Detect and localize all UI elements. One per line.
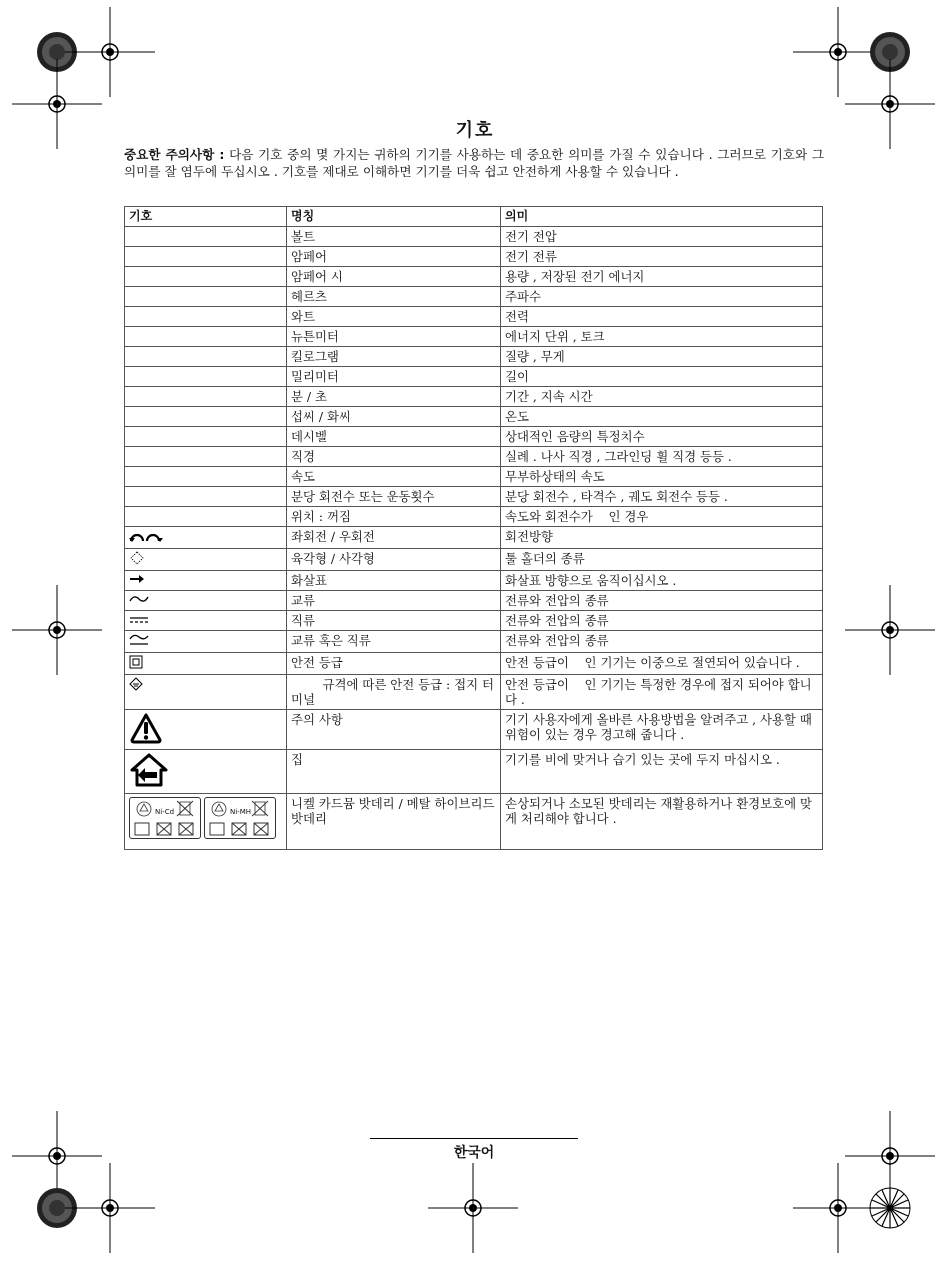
table-row — [125, 591, 823, 611]
meaning-cell: 전기 전압 — [501, 227, 823, 247]
table-header-row — [125, 207, 823, 227]
meaning-cell: 에너지 단위 , 토크 — [501, 327, 823, 347]
table-row — [125, 571, 823, 591]
header-meaning: 의미 — [501, 207, 823, 227]
name-cell: 교류 혹은 직류 — [287, 631, 501, 653]
table-row — [125, 549, 823, 571]
meaning-cell: 툴 홀더의 종류 — [501, 549, 823, 571]
battery-recycle-icon — [204, 797, 276, 839]
symbol-cell — [125, 467, 287, 487]
crosshair-icon — [845, 585, 935, 675]
meaning-cell: 회전방향 — [501, 527, 823, 549]
table-row — [125, 653, 823, 675]
name-cell: 킬로그램 — [287, 347, 501, 367]
symbol-table — [124, 206, 823, 850]
crosshair-icon — [845, 1111, 935, 1201]
name-cell: 분당 회전수 또는 운동횟수 — [287, 487, 501, 507]
meaning-cell: 온도 — [501, 407, 823, 427]
table-row — [125, 347, 823, 367]
meaning-cell: 무부하상태의 속도 — [501, 467, 823, 487]
table-row — [125, 507, 823, 527]
name-cell: 볼트 — [287, 227, 501, 247]
name-cell: 주의 사항 — [287, 710, 501, 750]
table-row — [125, 407, 823, 427]
class2-icon — [129, 657, 143, 672]
battery-type-label: Ni-MH — [230, 808, 252, 816]
symbol-cell — [125, 507, 287, 527]
meaning-cell: 전류와 전압의 종류 — [501, 631, 823, 653]
symbol-cell — [125, 307, 287, 327]
meaning-cell: 실례 . 나사 직경 , 그라인딩 휠 직경 등등 . — [501, 447, 823, 467]
crosshair-icon — [12, 1111, 102, 1201]
arrow-icon — [129, 573, 145, 588]
meaning-cell: 용량 , 저장된 전기 에너지 — [501, 267, 823, 287]
table-row — [125, 307, 823, 327]
intro-text: 다음 기호 중의 몇 가지는 귀하의 기기를 사용하는 데 중요한 의미를 가질 수 있습니다 . 그러므로 기호와 그 의미를 잘 염두에 두십시오 . 기호를 제대로 이해하면 기기를 더욱 쉽고 안전하게 사용할 수 있습니다 . — [124, 147, 825, 179]
battery-recycle-icon — [129, 797, 201, 839]
name-cell: 규격에 따른 안전 등급 : 접지 터미널 — [287, 675, 501, 710]
name-cell: 뉴튼미터 — [287, 327, 501, 347]
symbol-cell — [125, 367, 287, 387]
table-row — [125, 447, 823, 467]
name-cell: 암페어 — [287, 247, 501, 267]
meaning-cell: 주파수 — [501, 287, 823, 307]
symbol-cell — [125, 653, 287, 675]
name-cell: 분 / 초 — [287, 387, 501, 407]
symbol-cell — [125, 675, 287, 710]
name-cell: 직류 — [287, 611, 501, 631]
symbol-cell — [125, 487, 287, 507]
table-row — [125, 710, 823, 750]
symbol-cell — [125, 794, 287, 850]
table-row — [125, 267, 823, 287]
name-cell: 와트 — [287, 307, 501, 327]
name-cell: 밀리미터 — [287, 367, 501, 387]
intro-label: 중요한 주의사항 : — [124, 147, 225, 162]
table-row — [125, 427, 823, 447]
symbol-cell — [125, 247, 287, 267]
meaning-cell: 화살표 방향으로 움직이십시오 . — [501, 571, 823, 591]
name-cell: 니켈 카드뮴 밧데리 / 메탈 하이브리드 밧데리 — [287, 794, 501, 850]
table-row — [125, 750, 823, 794]
footer-language: 한국어 — [453, 1145, 495, 1161]
crosshair-icon — [12, 585, 102, 675]
acdc-icon — [129, 635, 149, 650]
symbol-cell — [125, 750, 287, 794]
crosshair-icon — [65, 1163, 155, 1253]
meaning-cell: 안전 등급이 인 기기는 특정한 경우에 접지 되어야 합니다 . — [501, 675, 823, 710]
meaning-cell: 속도와 회전수가 인 경우 — [501, 507, 823, 527]
crosshair-icon — [428, 1163, 518, 1253]
symbol-cell — [125, 447, 287, 467]
table-row — [125, 675, 823, 710]
warning-icon — [129, 732, 163, 747]
meaning-cell: 상대적인 음량의 특정치수 — [501, 427, 823, 447]
table-row — [125, 467, 823, 487]
dc-icon — [129, 613, 149, 628]
symbol-cell — [125, 267, 287, 287]
table-row — [125, 487, 823, 507]
ground-icon — [129, 679, 143, 694]
meaning-cell: 길이 — [501, 367, 823, 387]
battery-type-label: Ni-Cd — [155, 808, 175, 816]
meaning-cell: 기간 , 지속 시간 — [501, 387, 823, 407]
table-row — [125, 387, 823, 407]
house-icon — [129, 776, 169, 791]
symbol-cell — [125, 549, 287, 571]
crosshair-icon — [65, 7, 155, 97]
name-cell: 섭씨 / 화씨 — [287, 407, 501, 427]
meaning-cell: 기기 사용자에게 올바른 사용방법을 알려주고 , 사용할 때 위험이 있는 경우 경고해 줍니다 . — [501, 710, 823, 750]
meaning-cell: 전류와 전압의 종류 — [501, 611, 823, 631]
table-row — [125, 631, 823, 653]
name-cell: 헤르츠 — [287, 287, 501, 307]
symbol-cell — [125, 227, 287, 247]
header-symbol: 기호 — [125, 207, 287, 227]
table-row — [125, 794, 823, 850]
table-row — [125, 227, 823, 247]
symbol-cell — [125, 327, 287, 347]
name-cell: 데시벨 — [287, 427, 501, 447]
hex-square-icon — [129, 553, 145, 568]
symbol-cell — [125, 631, 287, 653]
name-cell: 속도 — [287, 467, 501, 487]
name-cell: 좌회전 / 우회전 — [287, 527, 501, 549]
symbol-cell — [125, 347, 287, 367]
meaning-cell: 기기를 비에 맞거나 습기 있는 곳에 두지 마십시오 . — [501, 750, 823, 794]
meaning-cell: 안전 등급이 인 기기는 이중으로 절연되어 있습니다 . — [501, 653, 823, 675]
symbol-cell — [125, 387, 287, 407]
symbol-cell — [125, 710, 287, 750]
symbol-cell — [125, 287, 287, 307]
meaning-cell: 전기 전류 — [501, 247, 823, 267]
name-cell: 직경 — [287, 447, 501, 467]
name-cell: 집 — [287, 750, 501, 794]
page-title: 기호 — [455, 120, 495, 141]
name-cell: 암페어 시 — [287, 267, 501, 287]
name-cell: 위치 : 꺼짐 — [287, 507, 501, 527]
table-row — [125, 527, 823, 549]
symbol-cell — [125, 527, 287, 549]
footer-rule — [370, 1138, 578, 1139]
meaning-cell: 분당 회전수 , 타격수 , 궤도 회전수 등등 . — [501, 487, 823, 507]
name-cell: 화살표 — [287, 571, 501, 591]
name-cell: 안전 등급 — [287, 653, 501, 675]
intro-paragraph — [124, 146, 824, 180]
symbol-cell — [125, 611, 287, 631]
meaning-cell: 전류와 전압의 종류 — [501, 591, 823, 611]
table-row — [125, 367, 823, 387]
meaning-cell: 전력 — [501, 307, 823, 327]
table-row — [125, 327, 823, 347]
rotation-icon — [129, 531, 163, 546]
meaning-cell: 질량 , 무게 — [501, 347, 823, 367]
table-row — [125, 287, 823, 307]
symbol-cell — [125, 427, 287, 447]
crosshair-icon — [793, 7, 883, 97]
table-row — [125, 247, 823, 267]
header-name: 명칭 — [287, 207, 501, 227]
symbol-cell — [125, 591, 287, 611]
meaning-cell: 손상되거나 소모된 밧데리는 재활용하거나 환경보호에 맞게 처리해야 합니다 . — [501, 794, 823, 850]
symbol-cell — [125, 407, 287, 427]
table-row — [125, 611, 823, 631]
symbol-cell — [125, 571, 287, 591]
name-cell: 교류 — [287, 591, 501, 611]
ac-icon — [129, 593, 149, 608]
name-cell: 육각형 / 사각형 — [287, 549, 501, 571]
